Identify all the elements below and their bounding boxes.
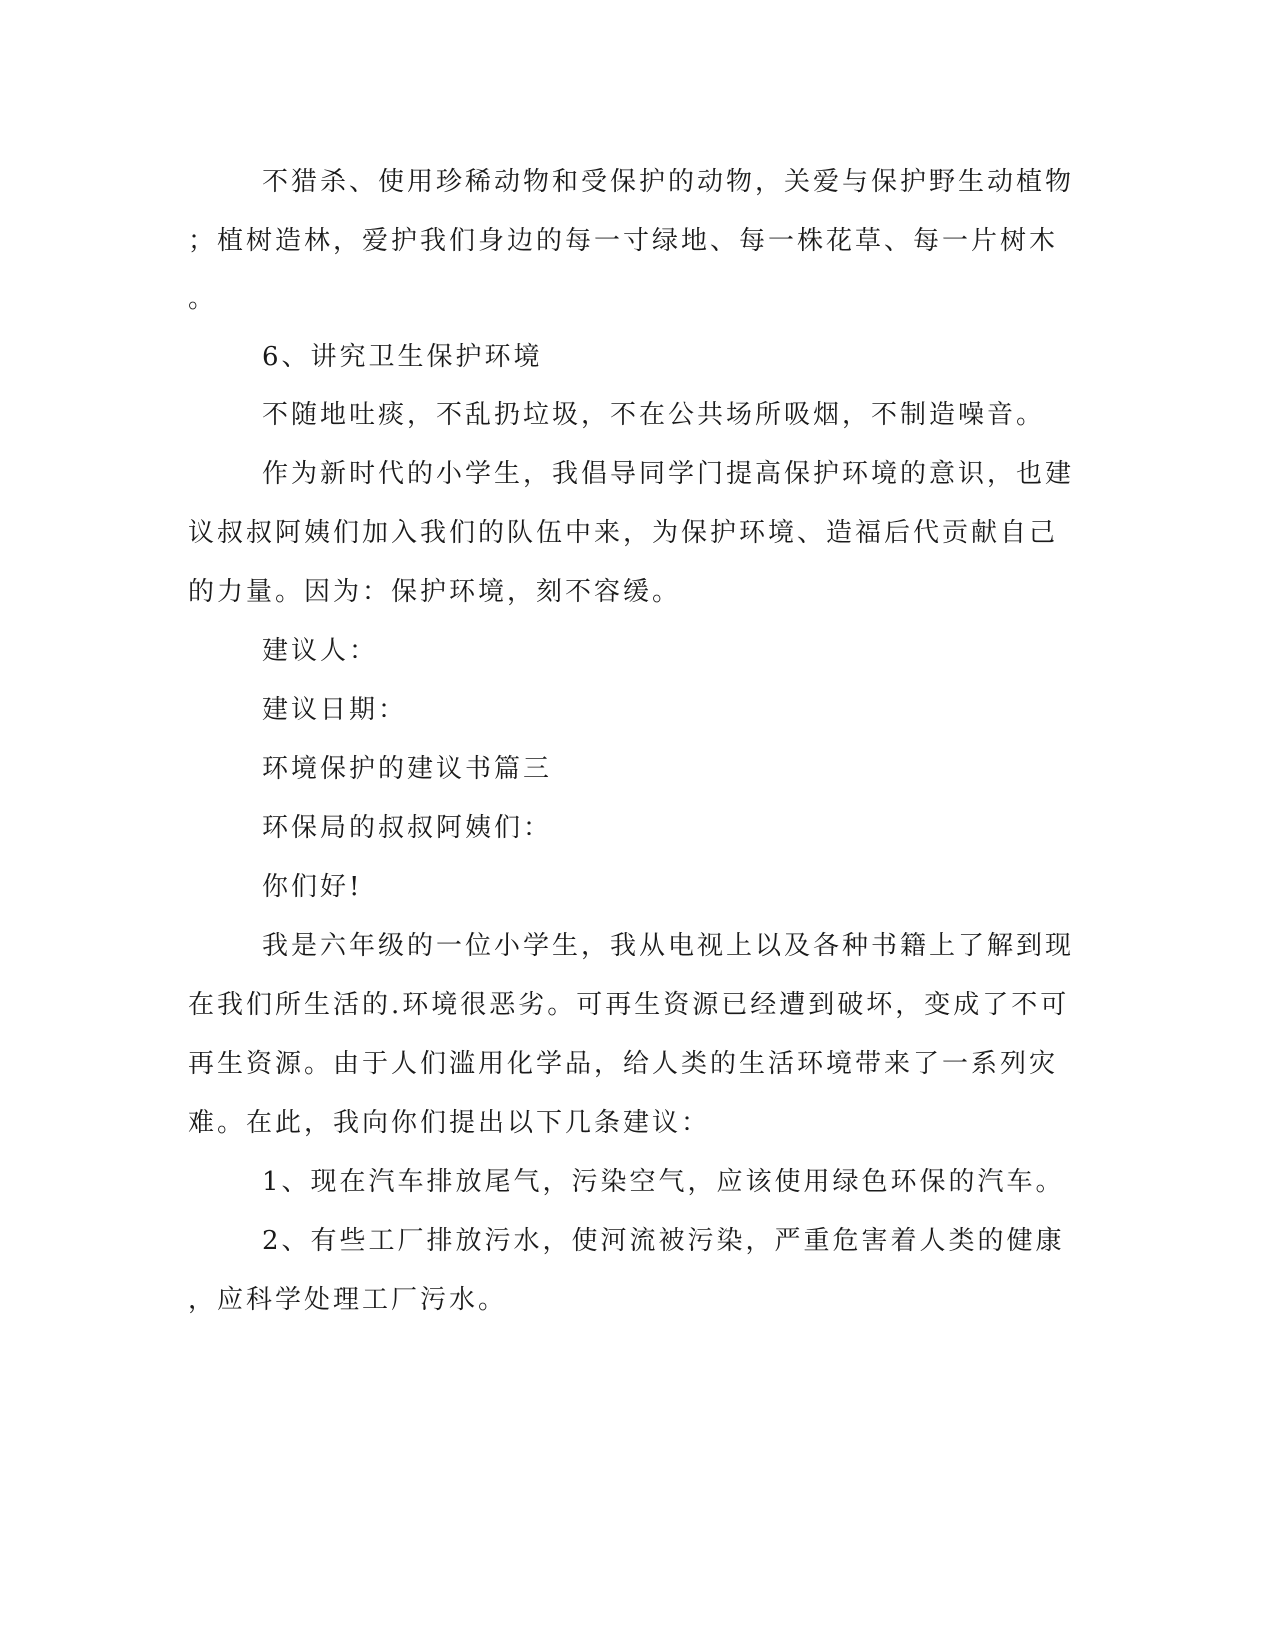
- greeting: 你们好!: [262, 872, 363, 902]
- signature-label: 建议人：: [262, 636, 379, 666]
- paragraph-line: 在我们所生活的.环境很恶劣。可再生资源已经遭到破坏，变成了不可: [188, 990, 1070, 1020]
- paragraph-line: ；植树造林，爱护我们身边的每一寸绿地、每一株花草、每一片树木: [188, 226, 1059, 256]
- salutation: 环保局的叔叔阿姨们：: [262, 813, 553, 843]
- list-item: 1、现在汽车排放尾气，污染空气，应该使用绿色环保的汽车。: [262, 1167, 1065, 1197]
- paragraph-line: 的力量。因为：保护环境，刻不容缓。: [188, 577, 682, 607]
- paragraph-line: 再生资源。由于人们滥用化学品，给人类的生活环境带来了一系列灾: [188, 1049, 1059, 1079]
- date-label: 建议日期：: [262, 695, 408, 725]
- paragraph-line: 。: [188, 284, 218, 314]
- paragraph-line: 我是六年级的一位小学生，我从电视上以及各种书籍上了解到现: [262, 931, 1075, 961]
- section-heading: 6、讲究卫生保护环境: [262, 342, 543, 372]
- section-title: 环境保护的建议书篇三: [262, 754, 553, 784]
- list-item: 2、有些工厂排放污水，使河流被污染，严重危害着人类的健康: [262, 1226, 1065, 1256]
- paragraph-line: 难。在此，我向你们提出以下几条建议：: [188, 1108, 711, 1138]
- paragraph-line: 不猎杀、使用珍稀动物和受保护的动物，关爱与保护野生动植物: [262, 167, 1075, 197]
- paragraph-line: 议叔叔阿姨们加入我们的队伍中来，为保护环境、造福后代贡献自己: [188, 518, 1059, 548]
- paragraph-line: 作为新时代的小学生，我倡导同学门提高保护环境的意识，也建: [262, 459, 1075, 489]
- paragraph-line: 不随地吐痰，不乱扔垃圾，不在公共场所吸烟，不制造噪音。: [262, 400, 1046, 430]
- list-item-continuation: ，应科学处理工厂污水。: [188, 1285, 508, 1315]
